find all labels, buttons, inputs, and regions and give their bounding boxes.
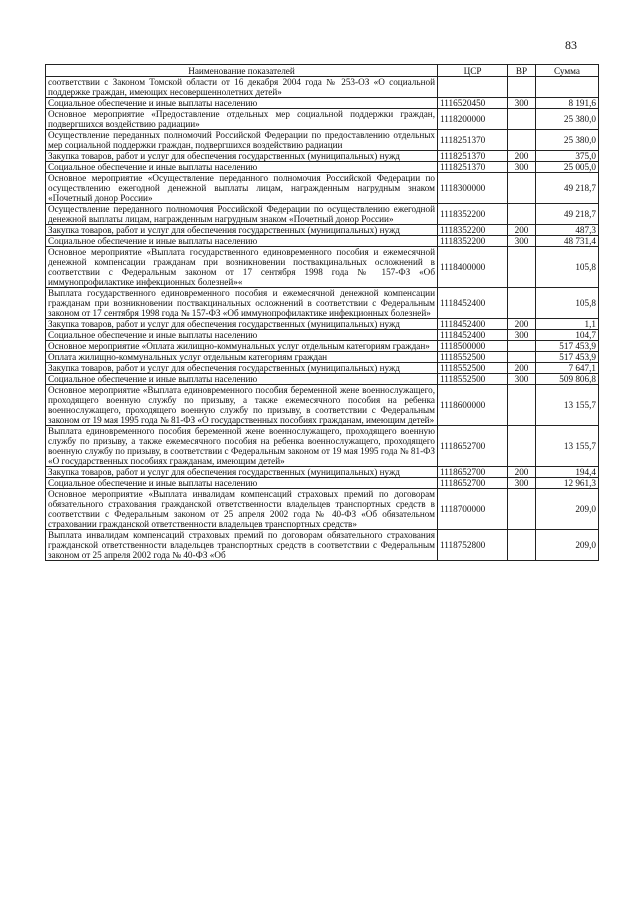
row-sum-cell: 49 218,7 <box>536 204 599 225</box>
row-name-cell: Социальное обеспечение и иные выплаты населению <box>46 162 438 173</box>
row-name-cell: Закупка товаров, работ и услуг для обеспечения государственных (муниципальных) нужд <box>46 225 438 236</box>
row-csr-cell: 1118600000 <box>438 385 508 426</box>
row-csr-cell: 1118352200 <box>438 225 508 236</box>
row-sum-cell: 12 961,3 <box>536 478 599 489</box>
table-row <box>46 151 599 162</box>
row-vr-cell: 300 <box>508 330 536 341</box>
row-vr-cell <box>508 173 536 204</box>
row-name-cell: Выплата инвалидам компенсаций страховых премий по договорам обязательного страхования гражданской ответственности владельцев транспортных средств в соответствии с Федеральным законом от 25 апреля 2002 года № 40-ФЗ «Об <box>46 530 438 561</box>
row-csr-cell <box>438 77 508 98</box>
row-sum-cell: 209,0 <box>536 530 599 561</box>
row-name-cell: Основное мероприятие «Предоставление отдельных мер социальной поддержки граждан, подвергшихся воздействию радиации» <box>46 109 438 130</box>
row-sum-cell: 209,0 <box>536 489 599 530</box>
table-row <box>46 288 599 319</box>
table-row <box>46 162 599 173</box>
table-header <box>46 65 599 77</box>
row-name-cell: Осуществление переданных полномочий Российской Федерации по предоставлению отдельных мер социальной поддержки граждан, подвергшихся воздействию радиации <box>46 130 438 151</box>
row-vr-cell: 300 <box>508 162 536 173</box>
row-name-cell: соответствии с Законом Томской области от 16 декабря 2004 года № 253-ОЗ «О социальной поддержке граждан, имеющих несовершеннолетних детей» <box>46 77 438 98</box>
row-csr-cell: 1118300000 <box>438 173 508 204</box>
row-csr-cell: 1118251370 <box>438 162 508 173</box>
row-csr-cell: 1118200000 <box>438 109 508 130</box>
row-vr-cell <box>508 489 536 530</box>
table-row <box>46 530 599 561</box>
row-name-cell: Закупка товаров, работ и услуг для обеспечения государственных (муниципальных) нужд <box>46 319 438 330</box>
row-vr-cell <box>508 130 536 151</box>
row-csr-cell: 1118500000 <box>438 341 508 352</box>
row-sum-cell: 105,8 <box>536 247 599 288</box>
row-vr-cell <box>508 288 536 319</box>
row-sum-cell: 517 453,9 <box>536 341 599 352</box>
row-name-cell: Закупка товаров, работ и услуг для обеспечения государственных (муниципальных) нужд <box>46 467 438 478</box>
row-sum-cell <box>536 77 599 98</box>
row-vr-cell <box>508 530 536 561</box>
row-name-cell: Основное мероприятие «Выплата единовременного пособия беременной жене военнослужащего, проходящего военную службу по призыву, а также ежемесячного пособия на ребенка военнослужащего, проходящего военную службу по призыву, в соответствии с Федеральным законом от 19 мая 1995 года № 81-ФЗ «О государственных пособиях гражданам, имеющим детей» <box>46 385 438 426</box>
header-vr: ВР <box>508 65 536 77</box>
row-name-cell: Социальное обеспечение и иные выплаты населению <box>46 330 438 341</box>
row-vr-cell <box>508 385 536 426</box>
row-sum-cell: 1,1 <box>536 319 599 330</box>
row-name-cell: Социальное обеспечение и иные выплаты населению <box>46 236 438 247</box>
row-vr-cell <box>508 204 536 225</box>
row-csr-cell: 1118552500 <box>438 374 508 385</box>
row-csr-cell: 1118251370 <box>438 130 508 151</box>
header-sum: Сумма <box>536 65 599 77</box>
table-row <box>46 374 599 385</box>
table-row <box>46 489 599 530</box>
row-csr-cell: 1118652700 <box>438 467 508 478</box>
row-vr-cell <box>508 352 536 363</box>
table-body <box>46 77 599 561</box>
row-sum-cell: 375,0 <box>536 151 599 162</box>
row-sum-cell: 25 005,0 <box>536 162 599 173</box>
header-csr: ЦСР <box>438 65 508 77</box>
table-row <box>46 130 599 151</box>
row-vr-cell: 200 <box>508 319 536 330</box>
row-vr-cell: 300 <box>508 478 536 489</box>
table-row <box>46 77 599 98</box>
row-csr-cell: 1116520450 <box>438 98 508 109</box>
table-row <box>46 173 599 204</box>
row-name-cell: Социальное обеспечение и иные выплаты населению <box>46 98 438 109</box>
row-name-cell: Выплата единовременного пособия беременной жене военнослужащего, проходящего военную службу по призыву, а также ежемесячного пособия на ребенка военнослужащего, проходящего военную службу по призыву, в соответствии с Федеральным законом от 19 мая 1995 года № 81-ФЗ «О государственных пособиях гражданам, имеющим детей» <box>46 426 438 467</box>
row-csr-cell: 1118652700 <box>438 426 508 467</box>
row-sum-cell: 8 191,6 <box>536 98 599 109</box>
table-row <box>46 319 599 330</box>
row-sum-cell: 49 218,7 <box>536 173 599 204</box>
row-vr-cell <box>508 247 536 288</box>
row-vr-cell <box>508 109 536 130</box>
row-csr-cell: 1118652700 <box>438 478 508 489</box>
row-sum-cell: 105,8 <box>536 288 599 319</box>
table-row <box>46 385 599 426</box>
row-csr-cell: 1118552500 <box>438 363 508 374</box>
row-name-cell: Основное мероприятие «Выплата государственного единовременного пособия и ежемесячной денежной компенсации гражданам при возникновении поствакцинальных осложнений в соответствии с Федеральным законом от 17 сентября 1998 года № 157-ФЗ «Об иммунопрофилактике инфекционных болезней»« <box>46 247 438 288</box>
table-row <box>46 363 599 374</box>
budget-table <box>45 64 599 561</box>
row-name-cell: Основное мероприятие «Оплата жилищно-коммунальных услуг отдельным категориям граждан» <box>46 341 438 352</box>
row-csr-cell: 1118352200 <box>438 204 508 225</box>
row-csr-cell: 1118400000 <box>438 247 508 288</box>
row-sum-cell: 7 647,1 <box>536 363 599 374</box>
row-name-cell: Осуществление переданного полномочия Российской Федерации по осуществлению ежегодной денежной выплаты лицам, награжденным нагрудным знаком «Почетный донор России» <box>46 204 438 225</box>
row-csr-cell: 1118251370 <box>438 151 508 162</box>
row-name-cell: Основное мероприятие «Выплата инвалидам компенсаций страховых премий по договорам обязательного страхования гражданской ответственности владельцев транспортных средств в соответствии с Федеральным законом от 25 апреля 2002 года № 40-ФЗ «Об обязательном страховании гражданской ответственности владельцев транспортных средств» <box>46 489 438 530</box>
row-vr-cell: 200 <box>508 225 536 236</box>
row-name-cell: Оплата жилищно-коммунальных услуг отдельным категориям граждан <box>46 352 438 363</box>
row-sum-cell: 194,4 <box>536 467 599 478</box>
row-sum-cell: 509 806,8 <box>536 374 599 385</box>
row-vr-cell <box>508 426 536 467</box>
row-sum-cell: 13 155,7 <box>536 385 599 426</box>
header-name: Наименование показателей <box>46 65 438 77</box>
page-number: 83 <box>565 38 577 52</box>
row-vr-cell: 200 <box>508 363 536 374</box>
row-csr-cell: 1118452400 <box>438 330 508 341</box>
table-row <box>46 478 599 489</box>
row-sum-cell: 48 731,4 <box>536 236 599 247</box>
table-row <box>46 247 599 288</box>
row-sum-cell: 13 155,7 <box>536 426 599 467</box>
row-sum-cell: 517 453,9 <box>536 352 599 363</box>
row-vr-cell: 300 <box>508 98 536 109</box>
row-vr-cell: 300 <box>508 236 536 247</box>
row-sum-cell: 487,3 <box>536 225 599 236</box>
row-csr-cell: 1118552500 <box>438 352 508 363</box>
row-name-cell: Основное мероприятие «Осуществление переданного полномочия Российской Федерации по осуществлению ежегодной денежной выплаты лицам, награжденным нагрудным знаком «Почетный донор России» <box>46 173 438 204</box>
row-sum-cell: 25 380,0 <box>536 109 599 130</box>
table-row <box>46 225 599 236</box>
row-csr-cell: 1118352200 <box>438 236 508 247</box>
row-vr-cell: 300 <box>508 374 536 385</box>
row-name-cell: Социальное обеспечение и иные выплаты населению <box>46 478 438 489</box>
row-csr-cell: 1118452400 <box>438 319 508 330</box>
row-name-cell: Выплата государственного единовременного пособия и ежемесячной денежной компенсации гражданам при возникновении поствакцинальных осложнений в соответствии с Федеральным законом от 17 сентября 1998 года № 157-ФЗ «Об иммунопрофилактике инфекционных болезней» <box>46 288 438 319</box>
row-name-cell: Закупка товаров, работ и услуг для обеспечения государственных (муниципальных) нужд <box>46 363 438 374</box>
table-row <box>46 426 599 467</box>
table-row <box>46 109 599 130</box>
row-csr-cell: 1118752800 <box>438 530 508 561</box>
row-vr-cell <box>508 341 536 352</box>
row-vr-cell: 200 <box>508 151 536 162</box>
table-row <box>46 330 599 341</box>
row-csr-cell: 1118452400 <box>438 288 508 319</box>
row-name-cell: Социальное обеспечение и иные выплаты населению <box>46 374 438 385</box>
row-vr-cell: 200 <box>508 467 536 478</box>
table-row <box>46 341 599 352</box>
table-row <box>46 204 599 225</box>
row-csr-cell: 1118700000 <box>438 489 508 530</box>
row-vr-cell <box>508 77 536 98</box>
row-sum-cell: 25 380,0 <box>536 130 599 151</box>
table-row <box>46 236 599 247</box>
row-sum-cell: 104,7 <box>536 330 599 341</box>
table-row <box>46 98 599 109</box>
row-name-cell: Закупка товаров, работ и услуг для обеспечения государственных (муниципальных) нужд <box>46 151 438 162</box>
table-row <box>46 467 599 478</box>
table-row <box>46 352 599 363</box>
